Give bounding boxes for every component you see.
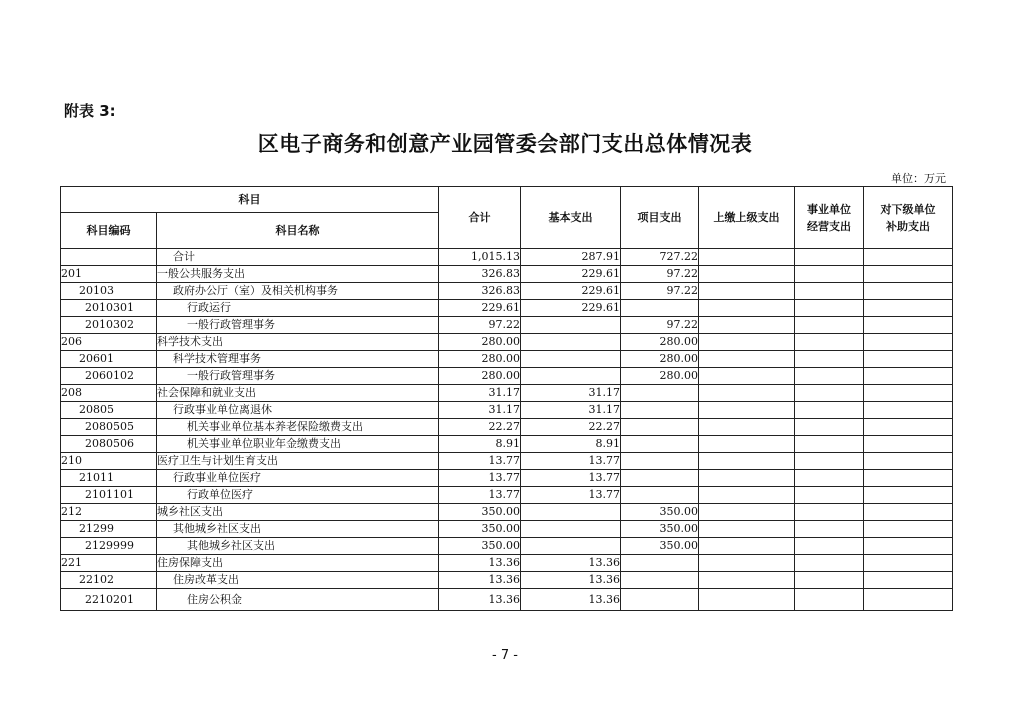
cell-upper <box>699 589 795 611</box>
cell-subsidy <box>864 402 953 419</box>
cell-basic: 229.61 <box>521 300 621 317</box>
header-code: 科目编码 <box>61 213 157 249</box>
cell-operating <box>795 334 864 351</box>
header-project: 项目支出 <box>621 187 699 249</box>
cell-upper <box>699 436 795 453</box>
cell-total: 8.91 <box>439 436 521 453</box>
table-row <box>61 453 953 470</box>
table-row <box>61 334 953 351</box>
cell-name: 住房公积金 <box>157 589 439 611</box>
cell-name: 其他城乡社区支出 <box>157 521 439 538</box>
cell-code: 210 <box>61 453 157 470</box>
page-title: 区电子商务和创意产业园管委会部门支出总体情况表 <box>257 131 753 156</box>
cell-upper <box>699 351 795 368</box>
cell-name: 行政事业单位医疗 <box>157 470 439 487</box>
cell-operating <box>795 487 864 504</box>
cell-upper <box>699 317 795 334</box>
cell-total: 229.61 <box>439 300 521 317</box>
cell-total: 13.77 <box>439 453 521 470</box>
cell-subsidy <box>864 470 953 487</box>
cell-upper <box>699 470 795 487</box>
cell-name: 住房保障支出 <box>157 555 439 572</box>
cell-code: 20103 <box>61 283 157 300</box>
cell-code: 208 <box>61 385 157 402</box>
cell-upper <box>699 334 795 351</box>
cell-total: 280.00 <box>439 351 521 368</box>
cell-upper <box>699 555 795 572</box>
cell-upper <box>699 538 795 555</box>
cell-basic <box>521 368 621 385</box>
table-row <box>61 249 953 266</box>
cell-total: 13.36 <box>439 589 521 611</box>
cell-name: 机关事业单位职业年金缴费支出 <box>157 436 439 453</box>
cell-total: 326.83 <box>439 266 521 283</box>
cell-total: 350.00 <box>439 538 521 555</box>
cell-total: 13.77 <box>439 470 521 487</box>
cell-basic: 13.36 <box>521 572 621 589</box>
cell-operating <box>795 402 864 419</box>
cell-operating <box>795 504 864 521</box>
table-row <box>61 317 953 334</box>
cell-project: 97.22 <box>621 317 699 334</box>
cell-operating <box>795 317 864 334</box>
cell-name: 其他城乡社区支出 <box>157 538 439 555</box>
cell-basic: 13.36 <box>521 589 621 611</box>
cell-project: 350.00 <box>621 504 699 521</box>
cell-basic: 22.27 <box>521 419 621 436</box>
table-row <box>61 572 953 589</box>
cell-operating <box>795 453 864 470</box>
cell-name: 医疗卫生与计划生育支出 <box>157 453 439 470</box>
cell-subsidy <box>864 555 953 572</box>
cell-code <box>61 249 157 266</box>
table-row <box>61 266 953 283</box>
table-row <box>61 300 953 317</box>
cell-name: 住房改革支出 <box>157 572 439 589</box>
cell-subsidy <box>864 453 953 470</box>
cell-operating <box>795 521 864 538</box>
cell-basic: 31.17 <box>521 385 621 402</box>
header-subsidy: 对下级单位补助支出 <box>864 187 953 249</box>
cell-name: 一般行政管理事务 <box>157 317 439 334</box>
cell-total: 97.22 <box>439 317 521 334</box>
cell-project: 97.22 <box>621 266 699 283</box>
cell-basic <box>521 538 621 555</box>
cell-upper <box>699 300 795 317</box>
cell-name: 城乡社区支出 <box>157 504 439 521</box>
cell-operating <box>795 436 864 453</box>
cell-basic: 229.61 <box>521 266 621 283</box>
cell-project: 280.00 <box>621 334 699 351</box>
cell-name: 一般行政管理事务 <box>157 368 439 385</box>
cell-basic <box>521 504 621 521</box>
cell-operating <box>795 300 864 317</box>
cell-upper <box>699 368 795 385</box>
cell-operating <box>795 589 864 611</box>
cell-subsidy <box>864 521 953 538</box>
cell-project: 97.22 <box>621 283 699 300</box>
cell-code: 21299 <box>61 521 157 538</box>
cell-upper <box>699 249 795 266</box>
cell-operating <box>795 249 864 266</box>
cell-code: 21011 <box>61 470 157 487</box>
cell-operating <box>795 470 864 487</box>
cell-project: 350.00 <box>621 521 699 538</box>
table-row <box>61 470 953 487</box>
cell-upper <box>699 283 795 300</box>
header-total: 合计 <box>439 187 521 249</box>
cell-code: 20601 <box>61 351 157 368</box>
cell-total: 13.36 <box>439 555 521 572</box>
cell-project <box>621 436 699 453</box>
cell-name: 行政运行 <box>157 300 439 317</box>
table-row <box>61 368 953 385</box>
table-row <box>61 402 953 419</box>
cell-upper <box>699 487 795 504</box>
cell-operating <box>795 555 864 572</box>
cell-code: 212 <box>61 504 157 521</box>
table-row <box>61 436 953 453</box>
cell-subsidy <box>864 249 953 266</box>
cell-basic <box>521 317 621 334</box>
cell-project: 280.00 <box>621 368 699 385</box>
cell-project: 280.00 <box>621 351 699 368</box>
header-name: 科目名称 <box>157 213 439 249</box>
cell-total: 326.83 <box>439 283 521 300</box>
cell-code: 206 <box>61 334 157 351</box>
cell-name: 行政事业单位离退休 <box>157 402 439 419</box>
table-row <box>61 351 953 368</box>
cell-code: 2010302 <box>61 317 157 334</box>
cell-upper <box>699 521 795 538</box>
header-operating: 事业单位经营支出 <box>795 187 864 249</box>
cell-code: 2101101 <box>61 487 157 504</box>
cell-basic: 8.91 <box>521 436 621 453</box>
cell-operating <box>795 283 864 300</box>
cell-subsidy <box>864 385 953 402</box>
cell-basic: 13.36 <box>521 555 621 572</box>
cell-operating <box>795 266 864 283</box>
header-basic: 基本支出 <box>521 187 621 249</box>
cell-code: 201 <box>61 266 157 283</box>
cell-total: 1,015.13 <box>439 249 521 266</box>
cell-project <box>621 419 699 436</box>
cell-name: 合计 <box>157 249 439 266</box>
cell-name: 科学技术支出 <box>157 334 439 351</box>
cell-subsidy <box>864 589 953 611</box>
cell-code: 2010301 <box>61 300 157 317</box>
cell-project <box>621 572 699 589</box>
cell-upper <box>699 385 795 402</box>
cell-project <box>621 300 699 317</box>
cell-basic <box>521 334 621 351</box>
cell-project <box>621 470 699 487</box>
cell-total: 13.77 <box>439 487 521 504</box>
cell-operating <box>795 368 864 385</box>
cell-name: 机关事业单位基本养老保险缴费支出 <box>157 419 439 436</box>
table-body <box>61 249 953 611</box>
cell-name: 科学技术管理事务 <box>157 351 439 368</box>
cell-total: 280.00 <box>439 368 521 385</box>
cell-subsidy <box>864 266 953 283</box>
cell-upper <box>699 572 795 589</box>
cell-subsidy <box>864 300 953 317</box>
cell-subsidy <box>864 436 953 453</box>
cell-code: 2060102 <box>61 368 157 385</box>
cell-code: 22102 <box>61 572 157 589</box>
cell-total: 13.36 <box>439 572 521 589</box>
cell-name: 行政单位医疗 <box>157 487 439 504</box>
cell-basic <box>521 521 621 538</box>
table-row <box>61 521 953 538</box>
expenditure-table <box>60 186 953 611</box>
cell-name: 政府办公厅（室）及相关机构事务 <box>157 283 439 300</box>
cell-total: 350.00 <box>439 521 521 538</box>
cell-basic <box>521 351 621 368</box>
cell-operating <box>795 385 864 402</box>
cell-basic: 31.17 <box>521 402 621 419</box>
table-row <box>61 419 953 436</box>
table-row <box>61 385 953 402</box>
cell-basic: 13.77 <box>521 487 621 504</box>
cell-operating <box>795 538 864 555</box>
table-row <box>61 487 953 504</box>
cell-code: 2080506 <box>61 436 157 453</box>
cell-total: 31.17 <box>439 385 521 402</box>
cell-subsidy <box>864 538 953 555</box>
cell-subsidy <box>864 487 953 504</box>
cell-project <box>621 589 699 611</box>
table-row <box>61 538 953 555</box>
cell-project <box>621 453 699 470</box>
cell-upper <box>699 453 795 470</box>
cell-subsidy <box>864 317 953 334</box>
cell-code: 2129999 <box>61 538 157 555</box>
cell-upper <box>699 402 795 419</box>
header-upper: 上缴上级支出 <box>699 187 795 249</box>
cell-subsidy <box>864 334 953 351</box>
cell-basic: 229.61 <box>521 283 621 300</box>
page-number: - 7 - <box>492 648 518 663</box>
cell-code: 20805 <box>61 402 157 419</box>
cell-project <box>621 555 699 572</box>
cell-operating <box>795 351 864 368</box>
cell-subsidy <box>864 504 953 521</box>
table-row <box>61 555 953 572</box>
cell-name: 一般公共服务支出 <box>157 266 439 283</box>
cell-project: 350.00 <box>621 538 699 555</box>
cell-subsidy <box>864 368 953 385</box>
cell-upper <box>699 266 795 283</box>
unit-label: 单位：万元 <box>891 172 946 185</box>
cell-code: 2210201 <box>61 589 157 611</box>
cell-name: 社会保障和就业支出 <box>157 385 439 402</box>
table-row <box>61 504 953 521</box>
cell-operating <box>795 572 864 589</box>
cell-project <box>621 385 699 402</box>
cell-total: 22.27 <box>439 419 521 436</box>
table-row <box>61 589 953 611</box>
cell-project: 727.22 <box>621 249 699 266</box>
cell-project <box>621 402 699 419</box>
annex-label: 附表 3: <box>64 102 116 120</box>
cell-subsidy <box>864 283 953 300</box>
cell-total: 31.17 <box>439 402 521 419</box>
cell-code: 2080505 <box>61 419 157 436</box>
cell-project <box>621 487 699 504</box>
table-row <box>61 283 953 300</box>
cell-basic: 13.77 <box>521 453 621 470</box>
cell-code: 221 <box>61 555 157 572</box>
cell-upper <box>699 419 795 436</box>
cell-upper <box>699 504 795 521</box>
cell-operating <box>795 419 864 436</box>
cell-total: 280.00 <box>439 334 521 351</box>
header-subject: 科目 <box>61 187 439 213</box>
cell-total: 350.00 <box>439 504 521 521</box>
cell-subsidy <box>864 351 953 368</box>
cell-subsidy <box>864 572 953 589</box>
cell-basic: 13.77 <box>521 470 621 487</box>
cell-basic: 287.91 <box>521 249 621 266</box>
cell-subsidy <box>864 419 953 436</box>
